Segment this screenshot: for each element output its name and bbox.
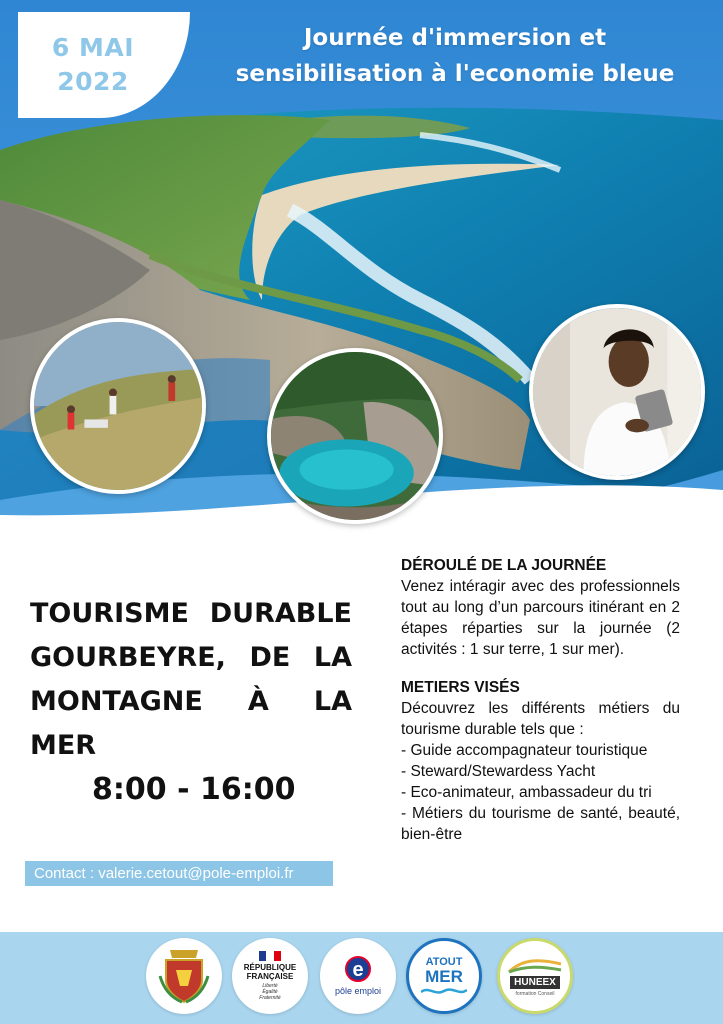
huneex-sub: formation Conseil [515, 990, 555, 997]
program-heading: DÉROULÉ DE LA JOURNÉE [401, 557, 607, 574]
rf-motto-1: Liberté [262, 983, 278, 989]
river-pool-image [271, 352, 439, 520]
date-year: 2022 [57, 67, 129, 96]
logo-republique-francaise [232, 938, 308, 1014]
main-title-line-1: TOURISME DURABLE [30, 598, 352, 629]
photo-woman-tablet [529, 304, 705, 480]
logo-huneex [497, 938, 573, 1014]
time-range: 8:00 - 16:00 [92, 772, 296, 807]
landscape-swoosh-icon [507, 956, 563, 974]
main-title-line-2: GOURBEYRE, DE LA [30, 642, 352, 673]
event-title-line-2: sensibilisation à l'economie bleue [235, 61, 675, 87]
date-day-month: 6 MAI [51, 33, 135, 62]
atout-line-1: ATOUT [425, 956, 463, 968]
jobs-item: - Steward/Stewardess Yacht [401, 763, 596, 780]
jobs-item: - Guide accompagnateur touristique [401, 742, 648, 759]
pole-emploi-e-icon: e [345, 956, 371, 982]
hikers-image [34, 322, 202, 490]
woman-tablet-image [533, 308, 701, 476]
rf-motto-2: Égalité [262, 989, 278, 995]
event-title-line-1: Journée d'immersion et [303, 25, 607, 51]
french-flag-icon [259, 951, 281, 961]
jobs-intro: Découvrez les différents métiers du tourisme durable tels que : [401, 700, 680, 738]
details-column [401, 555, 680, 845]
event-title [200, 20, 710, 92]
main-title-line-3: MONTAGNE À LA MER [30, 686, 352, 761]
photo-river-pool [267, 348, 443, 524]
huneex-name: HUNEEX [510, 976, 560, 989]
photo-hikers [30, 318, 206, 494]
jobs-item: - Métiers du tourisme de santé, beauté, bien-être [401, 805, 680, 843]
logo-gourbeyre-crest [146, 938, 222, 1014]
pole-emploi-name: pôle emploi [334, 986, 382, 996]
contact-email-banner[interactable]: Contact : valerie.cetout@pole-emploi.fr [25, 861, 333, 886]
program-body: Venez intéragir avec des professionnels tout au long d’un parcours itinérant en 2 étapes réparties sur la journée (2 activités : 1 sur terre, 1 sur mer). [401, 578, 680, 658]
rf-motto-3: Fraternité [259, 995, 281, 1001]
jobs-heading: METIERS VISÉS [401, 679, 520, 696]
logo-pole-emploi [320, 938, 396, 1014]
jobs-item: - Eco-animateur, ambassadeur du tri [401, 784, 652, 801]
rf-line-2: FRANÇAISE [246, 972, 294, 981]
rf-line-1: RÉPUBLIQUE [243, 963, 297, 972]
coat-of-arms-icon [156, 946, 212, 1006]
logo-atout-mer [406, 938, 482, 1014]
wave-icon [421, 986, 467, 996]
atout-line-2: MER [425, 967, 463, 986]
main-title [30, 592, 352, 768]
